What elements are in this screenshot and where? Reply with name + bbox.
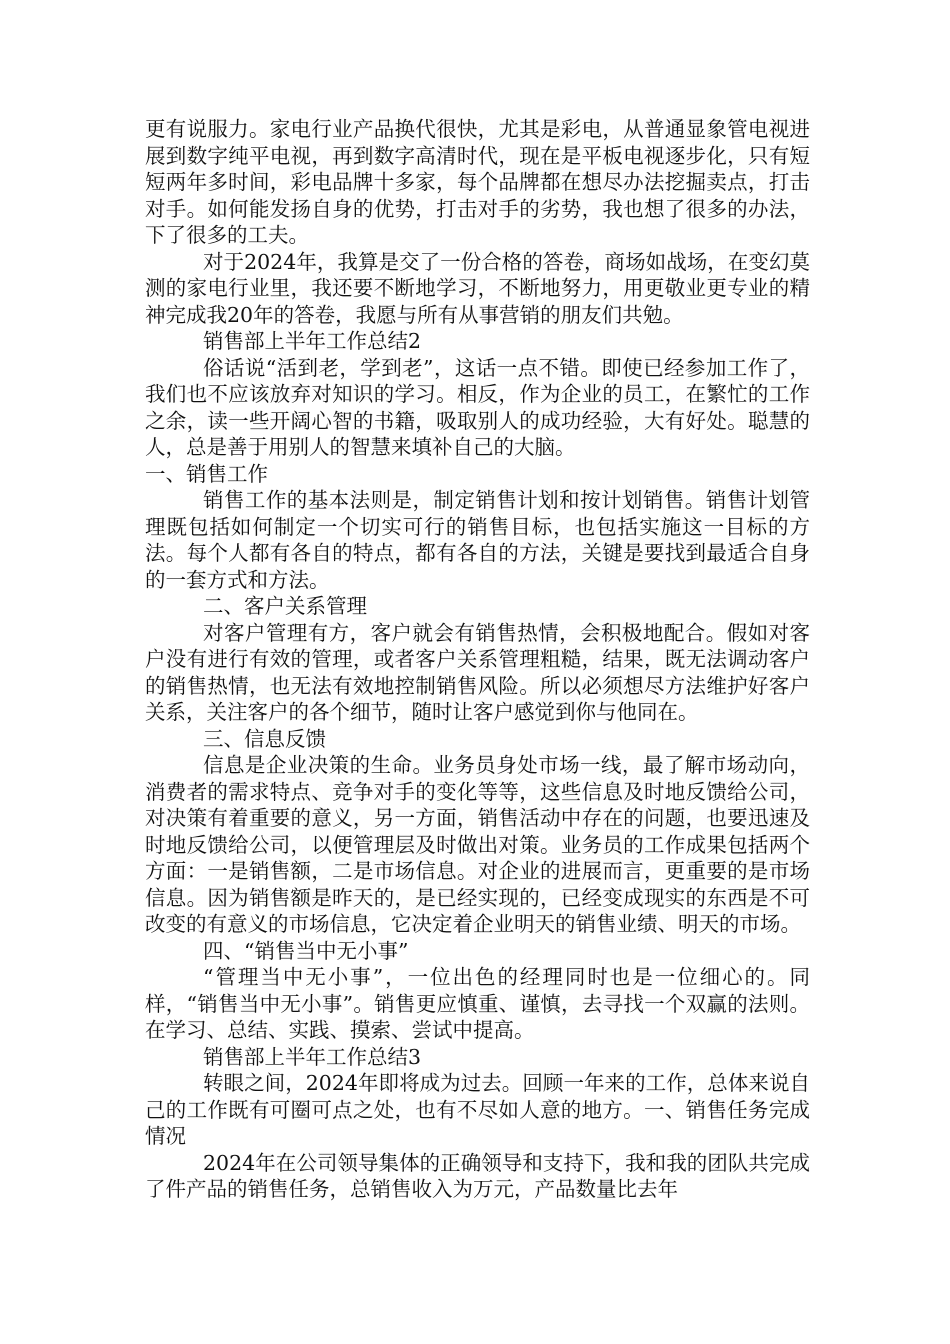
paragraph-no-small-matters: “管理当中无小事”，一位出色的经理同时也是一位细心的。同样，“销售当中无小事”。销售更应慎重、谨慎，去寻找一个双赢的法则。在学习、总结、实践、摸索、尝试中提高。 [145, 965, 810, 1042]
paragraph-sales-work: 销售工作的基本法则是，制定销售计划和按计划销售。销售计划管理既包括如何制定一个切实可行的销售目标，也包括实施这一目标的方法。每个人都有各自的特点，都有各自的方法，关键是要找到最适合自身的一套方式和方法。 [145, 488, 810, 592]
paragraph-sales-task: 2024年在公司领导集体的正确领导和支持下，我和我的团队共完成了件产品的销售任务，总销售收入为万元，产品数量比去年 [145, 1150, 810, 1201]
paragraph-information-feedback: 信息是企业决策的生命。业务员身处市场一线，最了解市场动向，消费者的需求特点、竞争对手的变化等等，这些信息及时地反馈给公司，对决策有着重要的意义，另一方面，销售活动中存在的问题，也要迅速及时地反馈给公司，以便管理层及时做出对策。业务员的工作成果包括两个方面：一是销售额，二是市场信息。对企业的进展而言，更重要的是市场信息。因为销售额是昨天的，是已经实现的，已经变成现实的东西是不可改变的有意义的市场信息，它决定着企业明天的销售业绩、明天的市场。 [145, 753, 810, 936]
paragraph-customer-relations: 对客户管理有方，客户就会有销售热情，会积极地配合。假如对客户没有进行有效的管理，或者客户关系管理粗糙，结果，既无法调动客户的销售热情，也无法有效地控制销售风险。所以必须想尽方法维护好客户关系，关注客户的各个细节，随时让客户感觉到你与他同在。 [145, 620, 810, 724]
document-body [145, 116, 810, 1203]
heading-no-small-matters: 四、“销售当中无小事” [203, 938, 409, 963]
paragraph-year-review: 转眼之间，2024年即将成为过去。回顾一年来的工作，总体来说自己的工作既有可圈可点之处，也有不尽如人意的地方。一、销售任务完成情况 [145, 1071, 810, 1148]
paragraph-intro-continued: 更有说服力。家电行业产品换代很快，尤其是彩电，从普通显象管电视进展到数字纯平电视，再到数字高清时代，现在是平板电视逐步化，只有短短两年多时间，彩电品牌十多家，每个品牌都在想尽办法挖掘卖点，打击对手。如何能发扬自身的优势，打击对手的劣势，我也想了很多的办法，下了很多的工夫。 [145, 117, 810, 247]
heading-sales-work: 一、销售工作 [145, 461, 268, 486]
section-title-summary-3: 销售部上半年工作总结3 [203, 1044, 422, 1069]
paragraph-2024-summary: 对于2024年，我算是交了一份合格的答卷，商场如战场，在变幻莫测的家电行业里，我还要不断地学习，不断地努力，用更敬业更专业的精神完成我20年的答卷，我愿与所有从事营销的朋友们共勉。 [145, 249, 810, 327]
section-title-summary-2: 销售部上半年工作总结2 [203, 329, 422, 353]
heading-information-feedback: 三、信息反馈 [203, 726, 326, 751]
heading-customer-relations: 二、客户关系管理 [203, 594, 367, 618]
paragraph-learning: 俗话说“活到老，学到老”，这话一点不错。即使已经参加工作了，我们也不应该放弃对知识的学习。相反，作为企业的员工，在繁忙的工作之余，读一些开阔心智的书籍，吸取别人的成功经验，大有好处。聪慧的人，总是善于用别人的智慧来填补自己的大脑。 [145, 355, 810, 459]
